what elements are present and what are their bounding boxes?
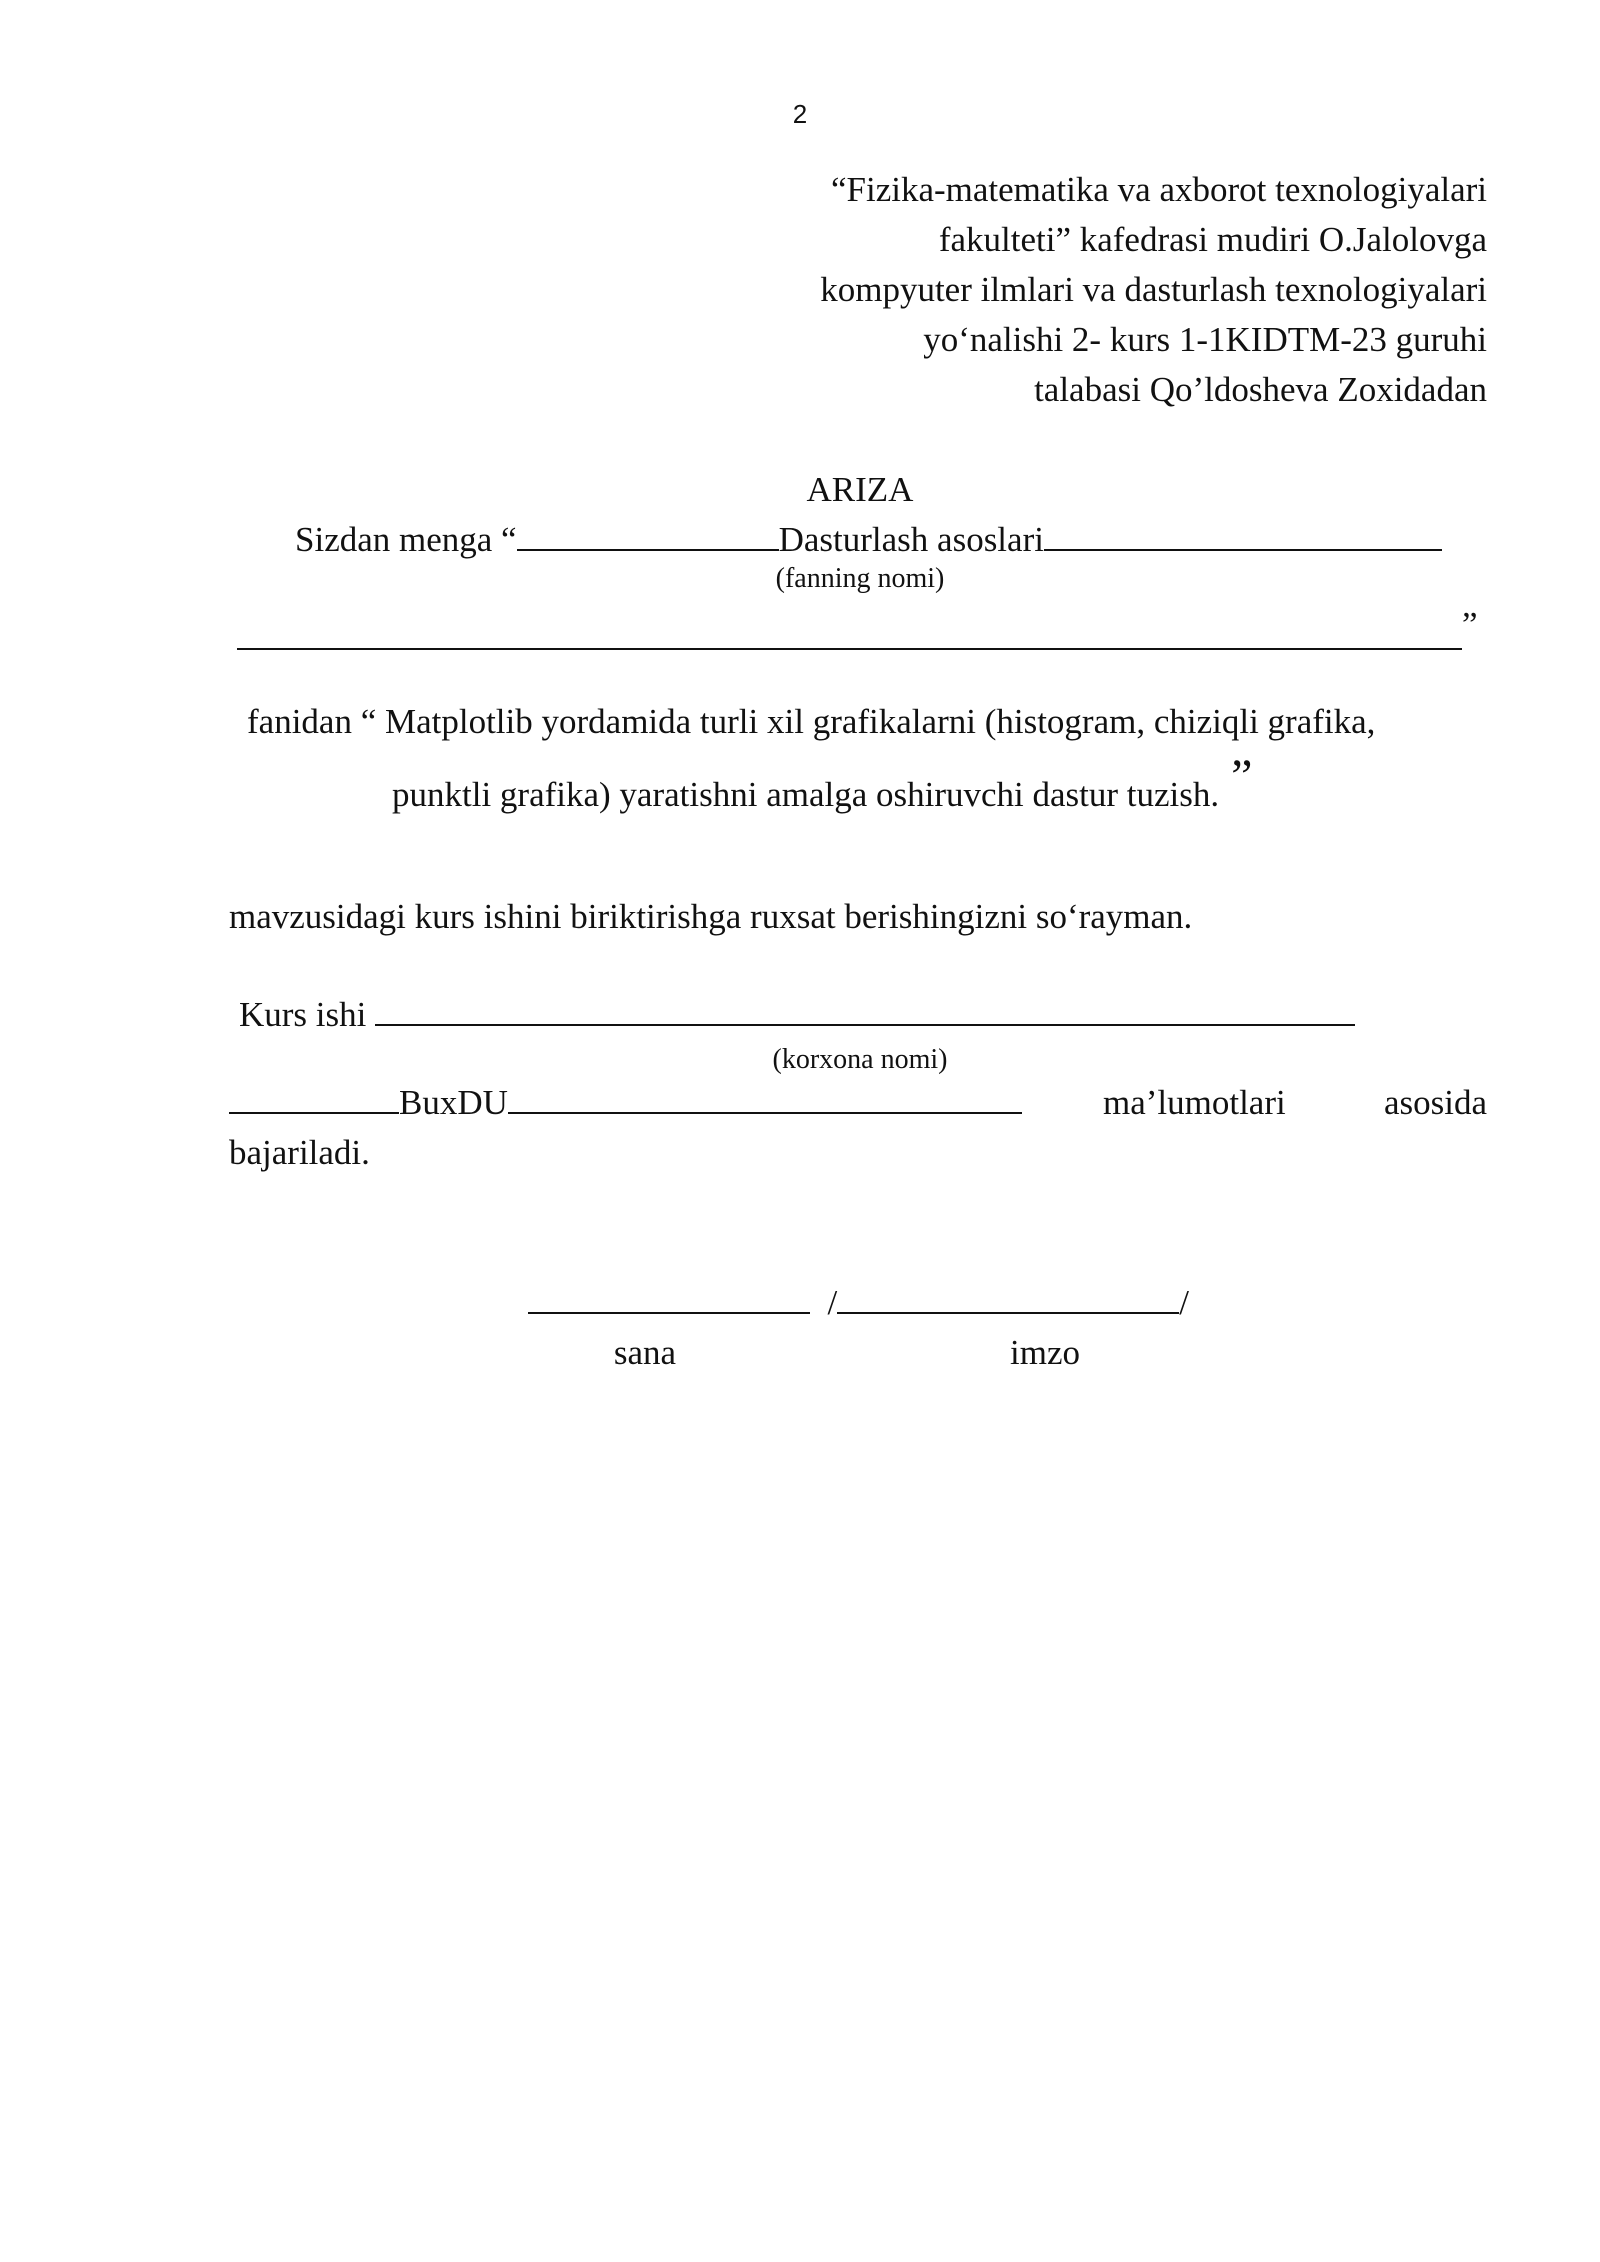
company-row <box>229 1078 1022 1128</box>
company-caption: (korxona nomi) <box>772 1044 948 1075</box>
date-label: sana <box>613 1333 677 1372</box>
company-word-2: asosida <box>1383 1083 1487 1122</box>
topic-end-quote: ” <box>1231 750 1253 803</box>
topic-line-2-text: punktli grafika) yaratishni amalga oshiruvchi dastur tuzish. <box>392 775 1220 814</box>
blank-line <box>375 990 1355 1026</box>
page-number: 2 <box>792 99 808 129</box>
signature-separator: / <box>827 1283 838 1322</box>
topic-line-2 <box>392 750 1253 820</box>
document-title: ARIZA <box>806 470 914 509</box>
company-end: bajariladi. <box>229 1133 370 1172</box>
blank-line <box>517 515 779 551</box>
date-line <box>528 1278 810 1314</box>
addressee-line: yo‘nalishi 2- kurs 1-1KIDTM-23 guruhi <box>923 320 1487 359</box>
addressee-line: kompyuter ilmlari va dasturlash texnologiyalari <box>820 270 1487 309</box>
signature-separator: / <box>1179 1283 1189 1322</box>
signature-row <box>528 1278 1189 1328</box>
blank-line <box>237 610 1462 650</box>
kurs-label: Kurs ishi <box>239 995 367 1034</box>
blank-line <box>508 1078 1022 1114</box>
blank-row <box>237 600 1478 650</box>
subject-name: Dasturlash asoslari <box>778 520 1044 559</box>
company-word-1: ma’lumotlari <box>1103 1083 1286 1122</box>
blank-line <box>1044 515 1442 551</box>
blank-line <box>229 1078 399 1114</box>
company-name: BuxDU <box>399 1083 508 1122</box>
subject-row <box>295 515 1442 565</box>
closing-quote: ” <box>1462 605 1478 644</box>
subject-prefix: Sizdan menga “ <box>295 520 517 559</box>
request-text: mavzusidagi kurs ishini biriktirishga ruxsat berishingizni so‘rayman. <box>229 897 1193 936</box>
kurs-row <box>239 990 1355 1040</box>
addressee-line: fakulteti” kafedrasi mudiri O.Jalolovga <box>938 220 1487 259</box>
topic-line-1: fanidan “ Matplotlib yordamida turli xil grafikalarni (histogram, chiziqli grafika, <box>247 702 1376 741</box>
signature-label: imzo <box>1010 1333 1080 1372</box>
addressee-line: talabasi Qo’ldosheva Zoxidadan <box>1034 370 1487 409</box>
signature-line <box>837 1278 1179 1314</box>
addressee-line: “Fizika-matematika va axborot texnologiyalari <box>830 170 1487 209</box>
subject-caption: (fanning nomi) <box>775 563 945 594</box>
addressee-block <box>820 165 1487 415</box>
